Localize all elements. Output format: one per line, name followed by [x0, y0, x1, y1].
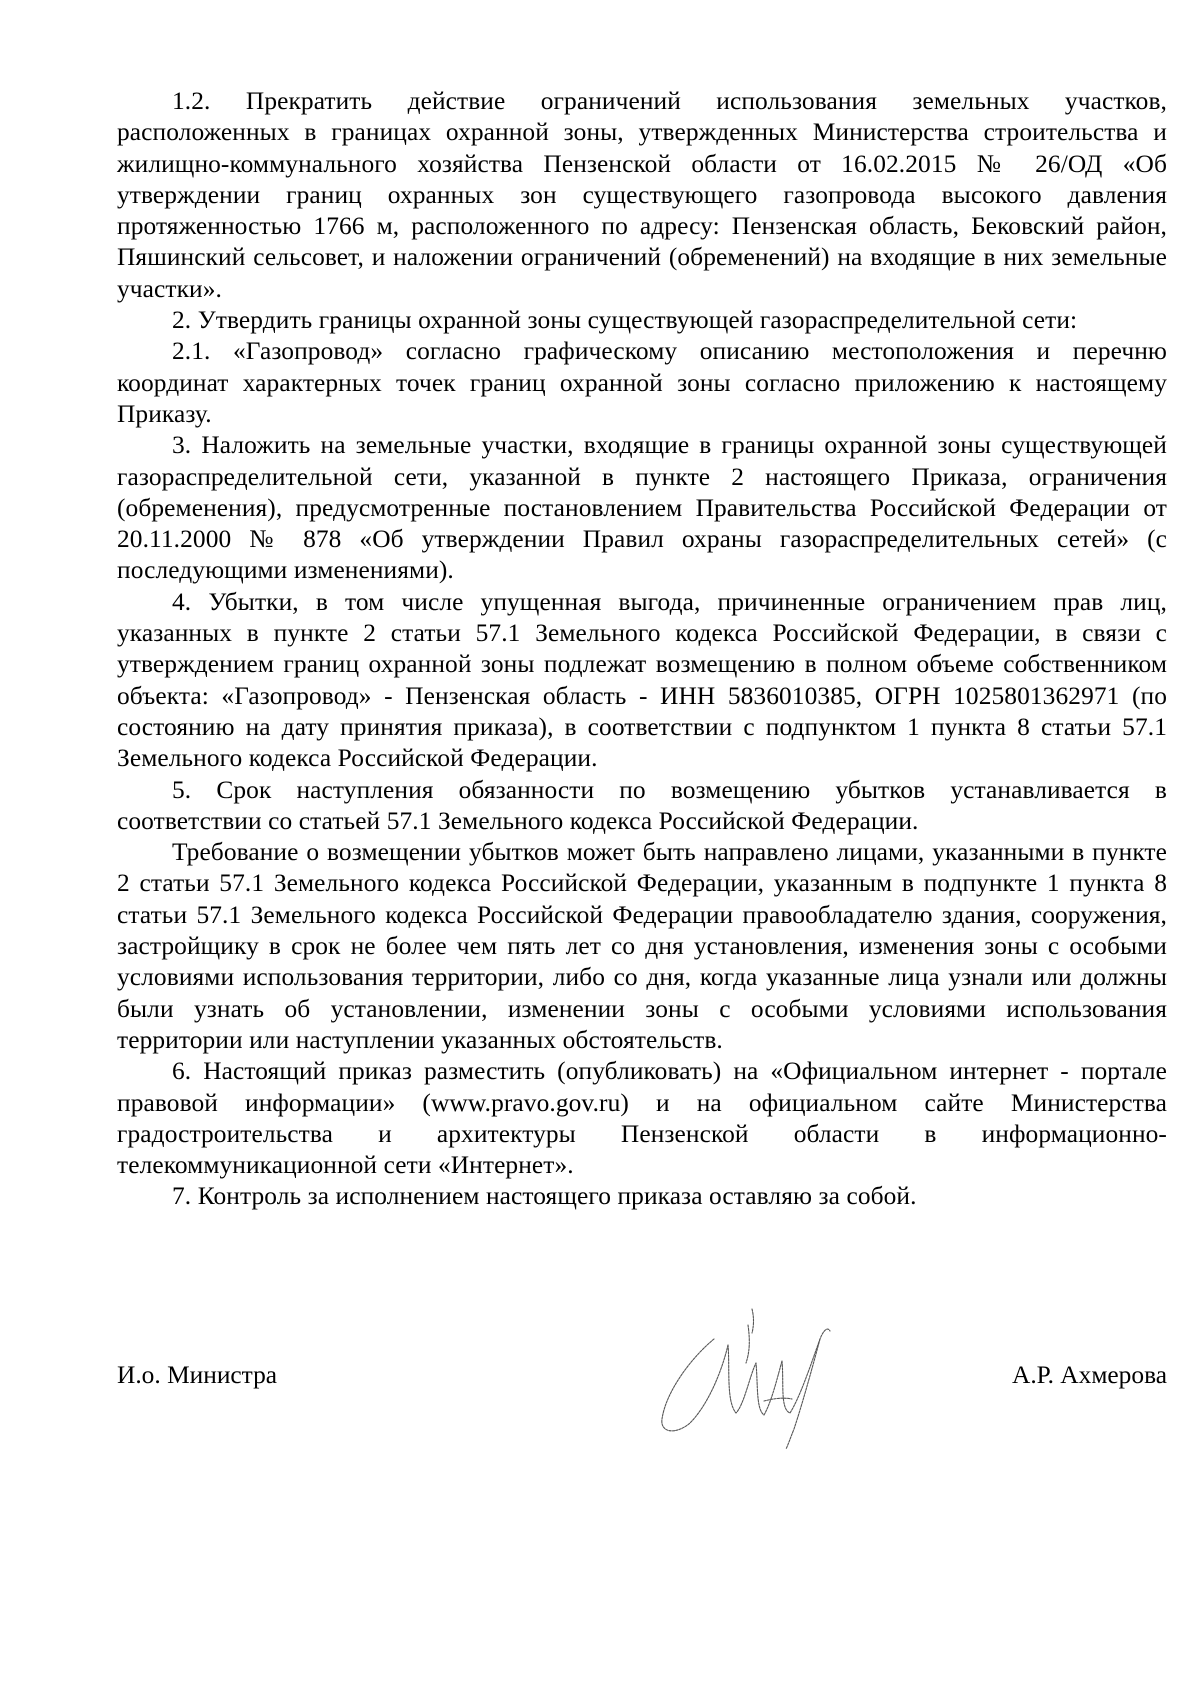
document-body — [117, 86, 1167, 1213]
paragraph-5-requirement: Требование о возмещении убытков может быть направлено лицами, указанными в пункте 2 статьи 57.1 Земельного кодекса Российской Федерации, указанным в подпункте 1 пункта 8 статьи 57.1 Земельного кодекса Российской Федерации правообладателю здания, сооружения, застройщику в срок не более чем пять лет со дня установления, изменения зоны с особыми условиями использования территории, либо со дня, когда указанные лица узнали или должны были узнать об установлении, изменении зоны с особыми условиями использования территории или наступлении указанных обстоятельств. — [117, 838, 1167, 1054]
paragraph-1-2: 1.2. Прекратить действие ограничений использования земельных участков, расположенных в границах охранной зоны, утвержденных Министерства строительства и жилищно-коммунального хозяйства Пензенской области от 16.02.2015 № 26/ОД «Об утверждении границ охранных зон существующего газопровода высокого давления протяженностью 1766 м, расположенного по адресу: Пензенская область, Бековский район, Пяшинский сельсовет, и наложении ограничений (обременений) на входящие в них земельные участки». — [117, 87, 1167, 303]
paragraph-7: 7. Контроль за исполнением настоящего приказа оставляю за собой. — [172, 1182, 917, 1211]
signatory-name: А.Р. Ахмерова — [1011, 1361, 1167, 1389]
paragraph-2: 2. Утвердить границы охранной зоны существующей газораспределительной сети: — [172, 306, 1078, 335]
paragraph-4: 4. Убытки, в том числе упущенная выгода, причиненные ограничением прав лиц, указанных в пункте 2 статьи 57.1 Земельного кодекса Российской Федерации, в связи с утверждением границ охранной зоны подлежат возмещению в полном объеме собственником объекта: «Газопровод» - Пензенская область - ИНН 5836010385, ОГРН 1025801362971 (по состоянию на дату принятия приказа), в соответствии с подпунктом 1 пункта 8 статьи 57.1 Земельного кодекса Российской Федерации. — [117, 587, 1167, 773]
paragraph-6: 6. Настоящий приказ разместить (опубликовать) на «Официальном интернет - портале правовой информации» (www.pravo.gov.ru) и на официальном сайте Министерства градостроительства и архитектуры Пензенской области в информационно-телекоммуникационной сети «Интернет». — [117, 1057, 1167, 1180]
signatory-role: И.о. Министра — [117, 1361, 278, 1389]
paragraph-3: 3. Наложить на земельные участки, входящие в границы охранной зоны существующей газораспределительной сети, указанной в пункте 2 настоящего Приказа, ограничения (обременения), предусмотренные постановлением Правительства Российской Федерации от 20.11.2000 № 878 «Об утверждении Правил охраны газораспределительных сетей» (с последующими изменениями). — [117, 431, 1167, 585]
signature-block — [117, 1345, 1167, 1435]
handwritten-signature — [652, 1305, 842, 1450]
paragraph-5: 5. Срок наступления обязанности по возмещению убытков устанавливается в соответствии со статьей 57.1 Земельного кодекса Российской Федерации. — [117, 775, 1167, 835]
paragraph-2-1: 2.1. «Газопровод» согласно графическому описанию местоположения и перечню координат характерных точек границ охранной зоны согласно приложению к настоящему Приказу. — [117, 337, 1167, 428]
